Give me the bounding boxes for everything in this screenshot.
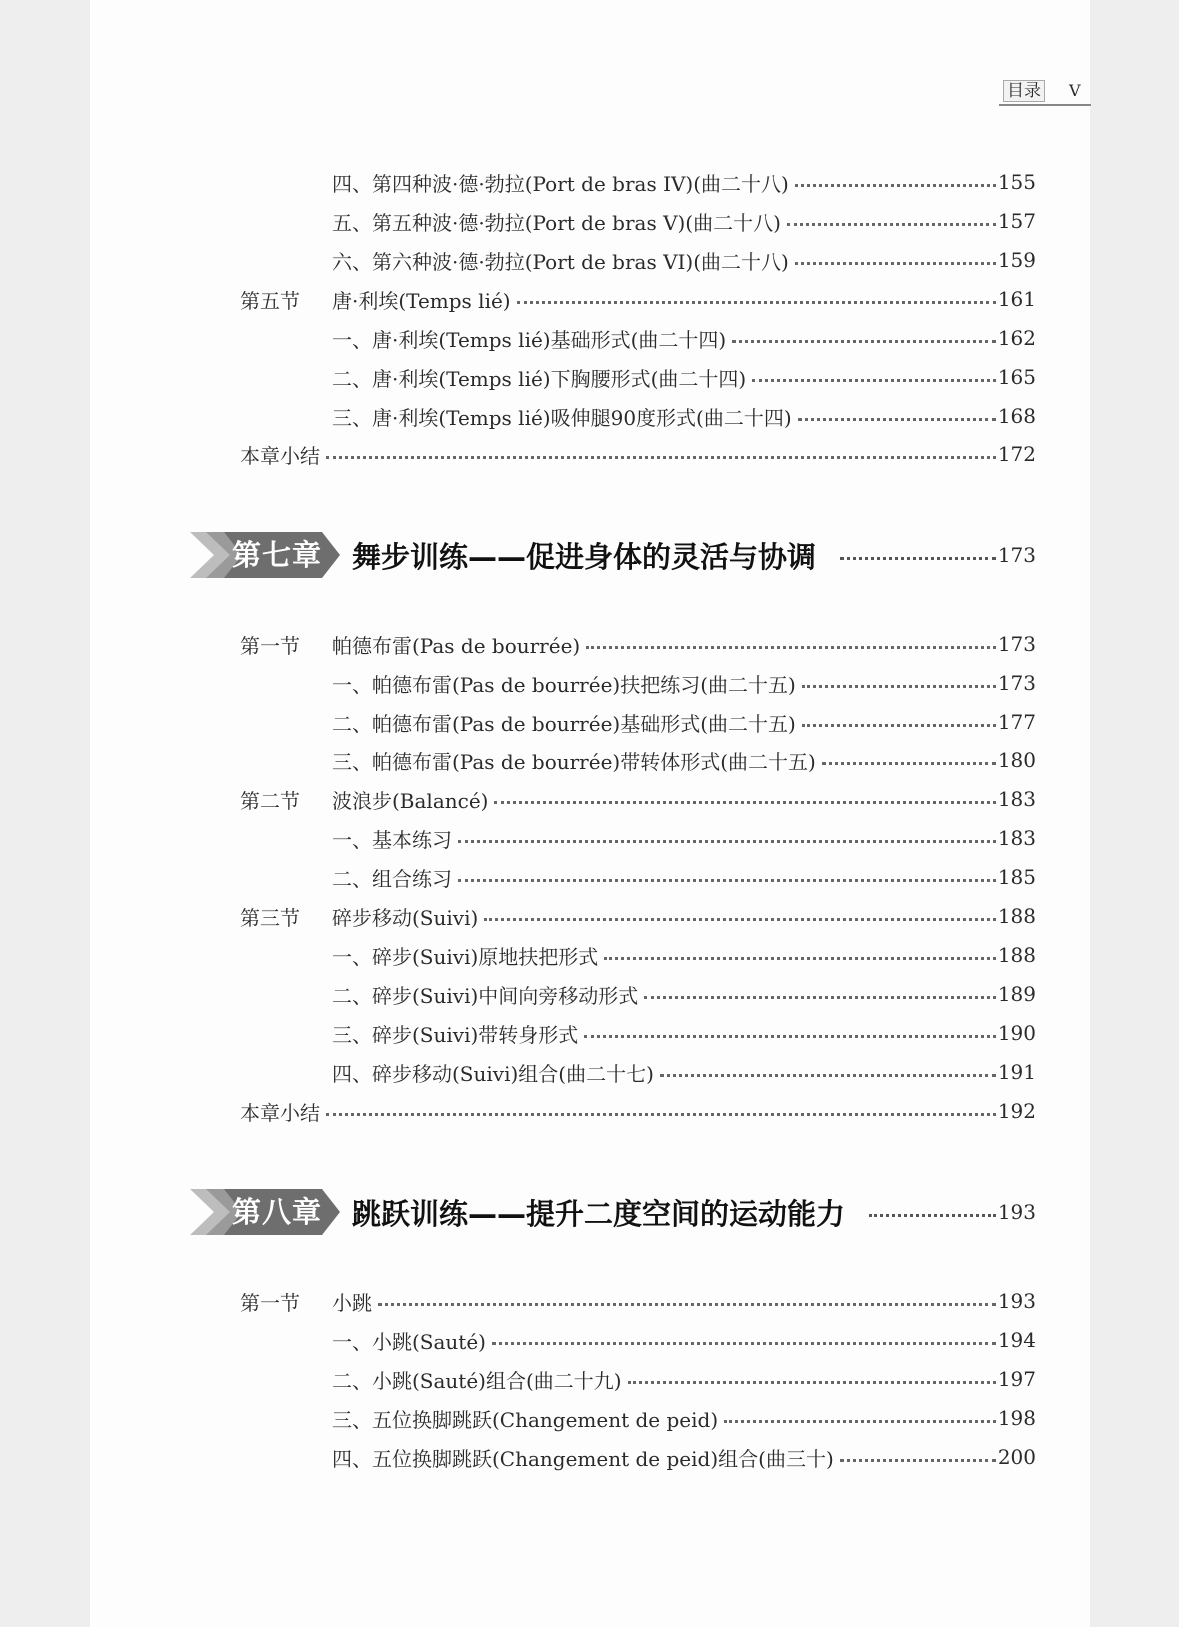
- toc-entry[interactable]: [332, 400, 1036, 432]
- section-entry[interactable]: [240, 783, 1036, 815]
- toc-entry[interactable]: [332, 205, 1036, 237]
- section-label: 第二节: [240, 788, 300, 813]
- entry-page: 185: [997, 865, 1036, 889]
- entry-title: 一、小跳(Sauté): [332, 1329, 486, 1354]
- section-entry[interactable]: [240, 283, 1036, 315]
- entry-title: 三、唐·利埃(Temps lié)吸伸腿90度形式(曲二十四): [332, 405, 792, 430]
- leader-dots: [458, 879, 996, 882]
- entry-title: 一、基本练习: [332, 827, 452, 852]
- entry-title: 六、第六种波·德·勃拉(Port de bras VI)(曲二十八): [332, 249, 789, 274]
- section-label: 第一节: [240, 633, 300, 658]
- leader-dots: [458, 840, 996, 843]
- leader-dots: [494, 801, 995, 804]
- leader-dots: [787, 223, 996, 226]
- leader-dots: [584, 1035, 996, 1038]
- toc-entry[interactable]: [332, 166, 1036, 198]
- running-header: [999, 80, 1091, 106]
- section-page: 183: [997, 787, 1036, 811]
- entry-title: 二、帕德布雷(Pas de bourrée)基础形式(曲二十五): [332, 711, 796, 736]
- header-page-numeral: V: [1069, 81, 1081, 100]
- chapter-badge: [190, 532, 340, 578]
- chapter-heading-7[interactable]: [190, 532, 1036, 578]
- chapter-page: 193: [997, 1200, 1036, 1224]
- section-title: 小跳: [332, 1290, 372, 1315]
- leader-dots: [517, 301, 996, 304]
- leader-dots: [492, 1342, 996, 1345]
- entry-title: 三、碎步(Suivi)带转身形式: [332, 1022, 579, 1047]
- chapter-badge: [190, 1189, 340, 1235]
- leader-dots: [484, 918, 996, 921]
- chapter-summary-entry[interactable]: [240, 1095, 1036, 1127]
- entry-title: 二、小跳(Sauté)组合(曲二十九): [332, 1368, 622, 1393]
- toc-entry[interactable]: [332, 744, 1036, 776]
- entry-title: 四、第四种波·德·勃拉(Port de bras IV)(曲二十八): [332, 171, 789, 196]
- entry-page: 155: [997, 170, 1036, 194]
- leader-dots: [798, 418, 996, 421]
- toc-entry[interactable]: [332, 1056, 1036, 1088]
- leader-dots: [795, 262, 996, 265]
- section-entry[interactable]: [240, 1285, 1036, 1317]
- section-page: 188: [997, 904, 1036, 928]
- entry-page: 180: [997, 748, 1036, 772]
- toc-entry[interactable]: [332, 939, 1036, 971]
- leader-dots: [822, 762, 996, 765]
- entry-title: 三、帕德布雷(Pas de bourrée)带转体形式(曲二十五): [332, 749, 816, 774]
- entry-title: 一、碎步(Suivi)原地扶把形式: [332, 944, 599, 969]
- chapter-number: 第七章: [232, 538, 323, 572]
- entry-title: 五、第五种波·德·勃拉(Port de bras V)(曲二十八): [332, 210, 781, 235]
- section-label: 第一节: [240, 1290, 300, 1315]
- leader-dots: [644, 996, 996, 999]
- entry-page: 194: [997, 1328, 1036, 1352]
- entry-page: 162: [997, 326, 1036, 350]
- leader-dots: [660, 1074, 996, 1077]
- header-title: 目录: [1003, 80, 1045, 102]
- section-entry[interactable]: [240, 628, 1036, 660]
- entry-page: 173: [997, 671, 1036, 695]
- leader-dots: [802, 685, 996, 688]
- toc-entry[interactable]: [332, 244, 1036, 276]
- entry-page: 200: [997, 1445, 1036, 1469]
- leader-dots: [604, 957, 996, 960]
- section-title: 帕德布雷(Pas de bourrée): [332, 633, 581, 658]
- toc-entry[interactable]: [332, 861, 1036, 893]
- section-title: 唐·利埃(Temps lié): [332, 288, 511, 313]
- entry-page: 197: [997, 1367, 1036, 1391]
- summary-page: 192: [997, 1099, 1036, 1123]
- leader-dots: [732, 340, 996, 343]
- toc-entry[interactable]: [332, 322, 1036, 354]
- toc-entry[interactable]: [332, 1402, 1036, 1434]
- leader-dots: [752, 379, 996, 382]
- section-page: 161: [997, 287, 1036, 311]
- entry-title: 四、五位换脚跳跃(Changement de peid)组合(曲三十): [332, 1446, 834, 1471]
- leader-dots: [795, 184, 996, 187]
- leader-dots: [326, 1113, 996, 1116]
- toc-entry[interactable]: [332, 361, 1036, 393]
- chapter-title: 跳跃训练——提升二度空间的运动能力: [352, 1196, 846, 1231]
- leader-dots: [586, 646, 996, 649]
- summary-title: 本章小结: [240, 443, 320, 468]
- entry-title: 一、唐·利埃(Temps lié)基础形式(曲二十四): [332, 327, 727, 352]
- entry-page: 189: [997, 982, 1036, 1006]
- leader-dots: [840, 1459, 996, 1462]
- entry-page: 191: [997, 1060, 1036, 1084]
- summary-page: 172: [997, 442, 1036, 466]
- leader-dots: [802, 724, 996, 727]
- entry-page: 159: [997, 248, 1036, 272]
- entry-page: 183: [997, 826, 1036, 850]
- section-title: 碎步移动(Suivi): [332, 905, 479, 930]
- section-label: 第五节: [240, 288, 300, 313]
- leader-dots: [724, 1420, 996, 1423]
- entry-page: 165: [997, 365, 1036, 389]
- toc-entry[interactable]: [332, 1017, 1036, 1049]
- toc-entry[interactable]: [332, 1324, 1036, 1356]
- entry-title: 四、碎步移动(Suivi)组合(曲二十七): [332, 1061, 654, 1086]
- entry-page: 157: [997, 209, 1036, 233]
- section-entry[interactable]: [240, 900, 1036, 932]
- chapter-title: 舞步训练——促进身体的灵活与协调: [352, 539, 817, 574]
- chapter-number: 第八章: [232, 1195, 323, 1229]
- summary-title: 本章小结: [240, 1100, 320, 1125]
- entry-page: 198: [997, 1406, 1036, 1430]
- entry-page: 177: [997, 710, 1036, 734]
- entry-title: 三、五位换脚跳跃(Changement de peid): [332, 1407, 719, 1432]
- toc-entry[interactable]: [332, 667, 1036, 699]
- section-label: 第三节: [240, 905, 300, 930]
- leader-dots: [628, 1381, 996, 1384]
- toc-entry[interactable]: [332, 978, 1036, 1010]
- leader-dots: [869, 1214, 996, 1217]
- toc-entry[interactable]: [332, 822, 1036, 854]
- chapter-heading-8[interactable]: [190, 1189, 1036, 1235]
- entry-title: 二、碎步(Suivi)中间向旁移动形式: [332, 983, 639, 1008]
- chapter-summary-entry[interactable]: [240, 438, 1036, 470]
- toc-entry[interactable]: [332, 1363, 1036, 1395]
- entry-page: 188: [997, 943, 1036, 967]
- entry-title: 二、组合练习: [332, 866, 452, 891]
- entry-title: 一、帕德布雷(Pas de bourrée)扶把练习(曲二十五): [332, 672, 796, 697]
- section-title: 波浪步(Balancé): [332, 788, 489, 813]
- leader-dots: [840, 557, 996, 560]
- section-page: 173: [997, 632, 1036, 656]
- section-page: 193: [997, 1289, 1036, 1313]
- entry-title: 二、唐·利埃(Temps lié)下胸腰形式(曲二十四): [332, 366, 747, 391]
- toc-entry[interactable]: [332, 706, 1036, 738]
- leader-dots: [378, 1303, 996, 1306]
- toc-entry[interactable]: [332, 1441, 1036, 1473]
- leader-dots: [326, 456, 996, 459]
- entry-page: 168: [997, 404, 1036, 428]
- entry-page: 190: [997, 1021, 1036, 1045]
- chapter-page: 173: [997, 543, 1036, 567]
